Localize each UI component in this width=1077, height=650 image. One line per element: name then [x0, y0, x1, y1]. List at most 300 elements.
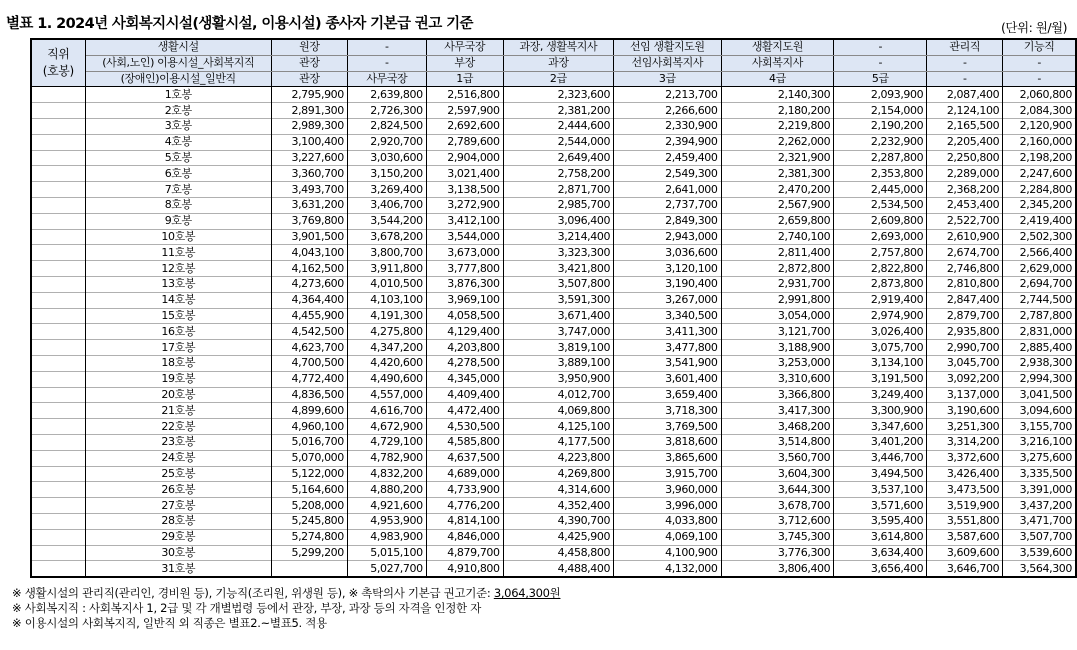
- wage-cell: 3,493,700: [271, 182, 347, 198]
- step-cell: 5호봉: [85, 150, 271, 166]
- wage-cell: 2,639,800: [347, 87, 426, 103]
- wage-cell: 3,446,700: [834, 450, 927, 466]
- wage-cell: 4,314,600: [503, 482, 613, 498]
- wage-cell: 2,879,700: [927, 308, 1003, 324]
- wage-cell: 4,364,400: [271, 292, 347, 308]
- column-header: 기능직: [1003, 39, 1076, 55]
- step-cell: 12호봉: [85, 261, 271, 277]
- wage-cell: 5,274,800: [271, 529, 347, 545]
- wage-cell: 2,787,800: [1003, 308, 1076, 324]
- wage-cell: 3,747,000: [503, 324, 613, 340]
- wage-cell: 2,198,200: [1003, 150, 1076, 166]
- wage-cell: 3,412,100: [426, 213, 503, 229]
- footnote-1-text: ※ 생활시설의 관리직(관리인, 경비원 등), 기능직(조리원, 위생원 등), ※ 촉탁의사 기본급 권고기준:: [12, 586, 494, 600]
- step-cell: 19호봉: [85, 371, 271, 387]
- wage-cell: 3,777,800: [426, 261, 503, 277]
- wage-cell: 4,043,100: [271, 245, 347, 261]
- footnotes: [12, 586, 560, 631]
- wage-cell: 3,911,800: [347, 261, 426, 277]
- wage-cell: 3,275,600: [1003, 450, 1076, 466]
- wage-cell: 2,849,300: [614, 213, 721, 229]
- step-label: (호봉): [42, 64, 74, 79]
- column-header: 선임사회복지사: [614, 55, 721, 71]
- wage-cell: 4,069,800: [503, 403, 613, 419]
- position-spacer-cell: [31, 150, 85, 166]
- wage-cell: 3,718,300: [614, 403, 721, 419]
- table-row: [31, 182, 1076, 198]
- step-cell: 6호봉: [85, 166, 271, 182]
- wage-cell: 3,190,600: [927, 403, 1003, 419]
- wage-cell: 3,214,400: [503, 229, 613, 245]
- wage-cell: 2,381,200: [503, 103, 613, 119]
- wage-cell: 3,190,400: [614, 276, 721, 292]
- wage-cell: 2,321,900: [721, 150, 834, 166]
- step-cell: 23호봉: [85, 434, 271, 450]
- wage-cell: 4,700,500: [271, 355, 347, 371]
- position-spacer-cell: [31, 340, 85, 356]
- wage-cell: 3,134,100: [834, 355, 927, 371]
- wage-cell: 2,694,700: [1003, 276, 1076, 292]
- wage-cell: 4,542,500: [271, 324, 347, 340]
- wage-cell: 2,629,000: [1003, 261, 1076, 277]
- header-row-2: [31, 55, 1076, 71]
- wage-cell: 2,659,800: [721, 213, 834, 229]
- table-row: [31, 308, 1076, 324]
- wage-cell: 4,488,400: [503, 561, 613, 577]
- table-row: [31, 87, 1076, 103]
- step-cell: 17호봉: [85, 340, 271, 356]
- step-cell: 18호봉: [85, 355, 271, 371]
- wage-cell: 4,689,000: [426, 466, 503, 482]
- wage-cell: 2,935,800: [927, 324, 1003, 340]
- wage-cell: [271, 561, 347, 577]
- wage-cell: 3,249,400: [834, 387, 927, 403]
- table-row: [31, 103, 1076, 119]
- wage-cell: 2,891,300: [271, 103, 347, 119]
- table-row: [31, 355, 1076, 371]
- wage-cell: 2,205,400: [927, 134, 1003, 150]
- wage-cell: 4,953,900: [347, 513, 426, 529]
- wage-cell: 3,150,200: [347, 166, 426, 182]
- wage-cell: 3,514,800: [721, 434, 834, 450]
- wage-cell: 3,426,400: [927, 466, 1003, 482]
- wage-cell: 2,368,200: [927, 182, 1003, 198]
- step-cell: 14호봉: [85, 292, 271, 308]
- wage-cell: 4,960,100: [271, 419, 347, 435]
- wage-cell: 4,879,700: [426, 545, 503, 561]
- wage-cell: 3,021,400: [426, 166, 503, 182]
- wage-cell: 2,810,800: [927, 276, 1003, 292]
- wage-cell: 3,372,600: [927, 450, 1003, 466]
- position-spacer-cell: [31, 529, 85, 545]
- wage-cell: 3,347,600: [834, 419, 927, 435]
- wage-cell: 3,471,700: [1003, 513, 1076, 529]
- wage-cell: 4,275,800: [347, 324, 426, 340]
- position-spacer-cell: [31, 498, 85, 514]
- wage-cell: 3,678,700: [721, 498, 834, 514]
- wage-cell: 2,093,900: [834, 87, 927, 103]
- wage-cell: 3,634,400: [834, 545, 927, 561]
- wage-cell: 2,989,300: [271, 118, 347, 134]
- wage-cell: 4,557,000: [347, 387, 426, 403]
- wage-cell: 2,219,800: [721, 118, 834, 134]
- wage-cell: 2,641,000: [614, 182, 721, 198]
- wage-cell: 2,919,400: [834, 292, 927, 308]
- wage-cell: 4,776,200: [426, 498, 503, 514]
- wage-cell: 4,125,100: [503, 419, 613, 435]
- wage-cell: 4,880,200: [347, 482, 426, 498]
- wage-cell: 4,490,600: [347, 371, 426, 387]
- step-cell: 8호봉: [85, 197, 271, 213]
- wage-cell: 2,087,400: [927, 87, 1003, 103]
- wage-cell: 2,266,600: [614, 103, 721, 119]
- wage-cell: 3,417,300: [721, 403, 834, 419]
- table-row: [31, 529, 1076, 545]
- step-cell: 21호봉: [85, 403, 271, 419]
- wage-cell: 3,678,200: [347, 229, 426, 245]
- wage-cell: 4,033,800: [614, 513, 721, 529]
- wage-cell: 2,811,400: [721, 245, 834, 261]
- wage-cell: 4,782,900: [347, 450, 426, 466]
- wage-cell: 3,191,500: [834, 371, 927, 387]
- table-row: [31, 419, 1076, 435]
- step-cell: 3호봉: [85, 118, 271, 134]
- wage-cell: 3,507,700: [1003, 529, 1076, 545]
- wage-cell: 2,345,200: [1003, 197, 1076, 213]
- wage-cell: 2,795,900: [271, 87, 347, 103]
- column-header: 과장: [503, 55, 613, 71]
- wage-cell: 3,473,500: [927, 482, 1003, 498]
- wage-cell: 3,272,900: [426, 197, 503, 213]
- column-header: 4급: [721, 71, 834, 87]
- position-spacer-cell: [31, 134, 85, 150]
- position-spacer-cell: [31, 324, 85, 340]
- wage-cell: 2,872,800: [721, 261, 834, 277]
- position-spacer-cell: [31, 103, 85, 119]
- wage-cell: 3,421,800: [503, 261, 613, 277]
- position-spacer-cell: [31, 434, 85, 450]
- wage-cell: 2,904,000: [426, 150, 503, 166]
- column-header: -: [927, 71, 1003, 87]
- wage-cell: 3,671,400: [503, 308, 613, 324]
- wage-cell: 3,335,500: [1003, 466, 1076, 482]
- wage-table: [30, 38, 1077, 578]
- step-cell: 20호봉: [85, 387, 271, 403]
- wage-cell: 3,092,200: [927, 371, 1003, 387]
- wage-cell: 3,227,600: [271, 150, 347, 166]
- wage-cell: 2,190,200: [834, 118, 927, 134]
- wage-cell: 3,100,400: [271, 134, 347, 150]
- table-row: [31, 150, 1076, 166]
- position-spacer-cell: [31, 450, 85, 466]
- wage-cell: 2,323,600: [503, 87, 613, 103]
- column-header: 관장: [271, 71, 347, 87]
- wage-cell: 2,674,700: [927, 245, 1003, 261]
- wage-cell: 3,865,600: [614, 450, 721, 466]
- wage-cell: 4,010,500: [347, 276, 426, 292]
- wage-cell: 3,560,700: [721, 450, 834, 466]
- wage-cell: 3,137,000: [927, 387, 1003, 403]
- wage-cell: 3,595,400: [834, 513, 927, 529]
- wage-cell: 3,519,900: [927, 498, 1003, 514]
- position-spacer-cell: [31, 482, 85, 498]
- step-cell: 11호봉: [85, 245, 271, 261]
- header-row-1: [31, 39, 1076, 55]
- wage-cell: 2,262,000: [721, 134, 834, 150]
- footnote-1: [12, 586, 560, 601]
- wage-cell: 2,994,300: [1003, 371, 1076, 387]
- facility-label: (장애인)이용시설_일반직: [85, 71, 271, 87]
- step-cell: 27호봉: [85, 498, 271, 514]
- wage-cell: 2,394,900: [614, 134, 721, 150]
- position-spacer-cell: [31, 261, 85, 277]
- wage-cell: 3,468,200: [721, 419, 834, 435]
- wage-cell: 3,564,300: [1003, 561, 1076, 577]
- step-cell: 7호봉: [85, 182, 271, 198]
- column-header: 3급: [614, 71, 721, 87]
- wage-cell: 2,567,900: [721, 197, 834, 213]
- wage-cell: 3,614,800: [834, 529, 927, 545]
- position-label: 직위: [47, 47, 70, 62]
- position-spacer-cell: [31, 545, 85, 561]
- wage-cell: 3,745,300: [721, 529, 834, 545]
- column-header: -: [347, 55, 426, 71]
- wage-cell: 3,591,300: [503, 292, 613, 308]
- table-row: [31, 166, 1076, 182]
- wage-cell: 3,644,300: [721, 482, 834, 498]
- table-row: [31, 229, 1076, 245]
- wage-cell: 2,649,400: [503, 150, 613, 166]
- step-cell: 30호봉: [85, 545, 271, 561]
- wage-cell: 2,847,400: [927, 292, 1003, 308]
- wage-cell: 2,453,400: [927, 197, 1003, 213]
- wage-cell: 3,045,700: [927, 355, 1003, 371]
- position-spacer-cell: [31, 182, 85, 198]
- wage-cell: 4,472,400: [426, 403, 503, 419]
- wage-cell: 3,571,600: [834, 498, 927, 514]
- wage-cell: 2,330,900: [614, 118, 721, 134]
- wage-cell: 3,819,100: [503, 340, 613, 356]
- wage-cell: 3,121,700: [721, 324, 834, 340]
- wage-cell: 3,769,500: [614, 419, 721, 435]
- position-spacer-cell: [31, 308, 85, 324]
- wage-cell: 3,889,100: [503, 355, 613, 371]
- wage-cell: 4,585,800: [426, 434, 503, 450]
- wage-cell: 4,100,900: [614, 545, 721, 561]
- wage-cell: 2,740,100: [721, 229, 834, 245]
- wage-cell: 3,544,000: [426, 229, 503, 245]
- wage-cell: 5,208,000: [271, 498, 347, 514]
- wage-cell: 2,822,800: [834, 261, 927, 277]
- wage-cell: 3,155,700: [1003, 419, 1076, 435]
- wage-cell: 2,726,300: [347, 103, 426, 119]
- wage-cell: 2,289,000: [927, 166, 1003, 182]
- wage-cell: 3,138,500: [426, 182, 503, 198]
- position-spacer-cell: [31, 229, 85, 245]
- wage-cell: 2,353,800: [834, 166, 927, 182]
- wage-cell: 4,983,900: [347, 529, 426, 545]
- wage-cell: 2,060,800: [1003, 87, 1076, 103]
- wage-cell: 2,544,000: [503, 134, 613, 150]
- wage-cell: 2,744,500: [1003, 292, 1076, 308]
- wage-cell: 3,818,600: [614, 434, 721, 450]
- column-header: -: [927, 55, 1003, 71]
- position-spacer-cell: [31, 197, 85, 213]
- wage-cell: 3,673,000: [426, 245, 503, 261]
- wage-cell: 2,737,700: [614, 197, 721, 213]
- wage-cell: 3,360,700: [271, 166, 347, 182]
- column-header: 관장: [271, 55, 347, 71]
- wage-cell: 4,772,400: [271, 371, 347, 387]
- position-spacer-cell: [31, 513, 85, 529]
- wage-cell: 3,267,000: [614, 292, 721, 308]
- wage-cell: 3,036,600: [614, 245, 721, 261]
- wage-cell: 4,910,800: [426, 561, 503, 577]
- table-row: [31, 545, 1076, 561]
- table-row: [31, 498, 1076, 514]
- wage-cell: 2,381,300: [721, 166, 834, 182]
- wage-cell: 5,027,700: [347, 561, 426, 577]
- facility-label: 생활시설: [85, 39, 271, 55]
- wage-cell: 2,213,700: [614, 87, 721, 103]
- wage-cell: 4,269,800: [503, 466, 613, 482]
- wage-cell: 2,250,800: [927, 150, 1003, 166]
- step-cell: 29호봉: [85, 529, 271, 545]
- column-header: 5급: [834, 71, 927, 87]
- wage-cell: 2,502,300: [1003, 229, 1076, 245]
- header-row-3: [31, 71, 1076, 87]
- wage-cell: 3,411,300: [614, 324, 721, 340]
- wage-cell: 3,541,900: [614, 355, 721, 371]
- step-cell: 16호봉: [85, 324, 271, 340]
- wage-cell: 3,901,500: [271, 229, 347, 245]
- wage-cell: 3,915,700: [614, 466, 721, 482]
- wage-cell: 3,587,600: [927, 529, 1003, 545]
- wage-cell: 3,310,600: [721, 371, 834, 387]
- wage-cell: 2,990,700: [927, 340, 1003, 356]
- wage-cell: 4,390,700: [503, 513, 613, 529]
- wage-cell: 2,692,600: [426, 118, 503, 134]
- wage-cell: 2,597,900: [426, 103, 503, 119]
- wage-cell: 3,646,700: [927, 561, 1003, 577]
- wage-cell: 4,409,400: [426, 387, 503, 403]
- position-spacer-cell: [31, 466, 85, 482]
- table-row: [31, 561, 1076, 577]
- table-body: [31, 87, 1076, 577]
- wage-cell: 2,459,400: [614, 150, 721, 166]
- footnote-2: ※ 사회복지직 : 사회복지사 1, 2급 및 각 개별법령 등에서 관장, 부장, 과장 등의 자격을 인정한 자: [12, 601, 482, 615]
- wage-cell: 2,985,700: [503, 197, 613, 213]
- wage-cell: 3,950,900: [503, 371, 613, 387]
- wage-cell: 5,245,800: [271, 513, 347, 529]
- wage-cell: 5,164,600: [271, 482, 347, 498]
- position-spacer-cell: [31, 213, 85, 229]
- wage-cell: 3,054,000: [721, 308, 834, 324]
- wage-cell: 3,094,600: [1003, 403, 1076, 419]
- column-header: -: [834, 55, 927, 71]
- step-cell: 28호봉: [85, 513, 271, 529]
- wage-cell: 4,530,500: [426, 419, 503, 435]
- wage-cell: 2,232,900: [834, 134, 927, 150]
- table-header: [31, 39, 1076, 87]
- wage-cell: 2,746,800: [927, 261, 1003, 277]
- wage-cell: 2,873,800: [834, 276, 927, 292]
- wage-cell: 3,601,400: [614, 371, 721, 387]
- wage-cell: 3,026,400: [834, 324, 927, 340]
- wage-cell: 3,539,600: [1003, 545, 1076, 561]
- wage-cell: 4,832,200: [347, 466, 426, 482]
- step-cell: 2호봉: [85, 103, 271, 119]
- wage-cell: 3,544,200: [347, 213, 426, 229]
- unit-label: (단위: 원/월): [1001, 20, 1067, 35]
- position-spacer-cell: [31, 419, 85, 435]
- table-row: [31, 340, 1076, 356]
- wage-cell: 4,637,500: [426, 450, 503, 466]
- column-header: 생활지도원: [721, 39, 834, 55]
- wage-cell: 3,659,400: [614, 387, 721, 403]
- wage-cell: 3,507,800: [503, 276, 613, 292]
- wage-cell: 4,162,500: [271, 261, 347, 277]
- wage-cell: 2,757,800: [834, 245, 927, 261]
- wage-cell: 3,477,800: [614, 340, 721, 356]
- wage-cell: 4,352,400: [503, 498, 613, 514]
- column-header: -: [347, 39, 426, 55]
- wage-cell: 3,030,600: [347, 150, 426, 166]
- wage-cell: 3,996,000: [614, 498, 721, 514]
- wage-cell: 4,278,500: [426, 355, 503, 371]
- wage-cell: 3,391,000: [1003, 482, 1076, 498]
- wage-cell: 2,789,600: [426, 134, 503, 150]
- step-cell: 13호봉: [85, 276, 271, 292]
- wage-cell: 3,806,400: [721, 561, 834, 577]
- wage-cell: 3,300,900: [834, 403, 927, 419]
- wage-cell: 2,931,700: [721, 276, 834, 292]
- wage-cell: 3,366,800: [721, 387, 834, 403]
- step-cell: 10호봉: [85, 229, 271, 245]
- wage-cell: 4,203,800: [426, 340, 503, 356]
- table-row: [31, 213, 1076, 229]
- wage-cell: 2,154,000: [834, 103, 927, 119]
- wage-cell: 3,776,300: [721, 545, 834, 561]
- wage-cell: 4,420,600: [347, 355, 426, 371]
- column-header: 1급: [426, 71, 503, 87]
- wage-cell: 4,846,000: [426, 529, 503, 545]
- position-spacer-cell: [31, 355, 85, 371]
- table-row: [31, 387, 1076, 403]
- wage-cell: 2,824,500: [347, 118, 426, 134]
- wage-cell: 2,247,600: [1003, 166, 1076, 182]
- wage-cell: 3,494,500: [834, 466, 927, 482]
- wage-cell: 2,419,400: [1003, 213, 1076, 229]
- wage-cell: 3,041,500: [1003, 387, 1076, 403]
- wage-cell: 4,058,500: [426, 308, 503, 324]
- wage-cell: 3,609,600: [927, 545, 1003, 561]
- step-cell: 4호봉: [85, 134, 271, 150]
- wage-cell: 2,284,800: [1003, 182, 1076, 198]
- wage-cell: 3,314,200: [927, 434, 1003, 450]
- position-spacer-cell: [31, 245, 85, 261]
- table-row: [31, 434, 1076, 450]
- wage-cell: 3,537,100: [834, 482, 927, 498]
- wage-cell: 2,124,100: [927, 103, 1003, 119]
- wage-cell: 2,084,300: [1003, 103, 1076, 119]
- column-header: 사무국장: [347, 71, 426, 87]
- wage-cell: 2,534,500: [834, 197, 927, 213]
- table-row: [31, 292, 1076, 308]
- table-row: [31, 466, 1076, 482]
- wage-cell: 4,729,100: [347, 434, 426, 450]
- wage-cell: 2,140,300: [721, 87, 834, 103]
